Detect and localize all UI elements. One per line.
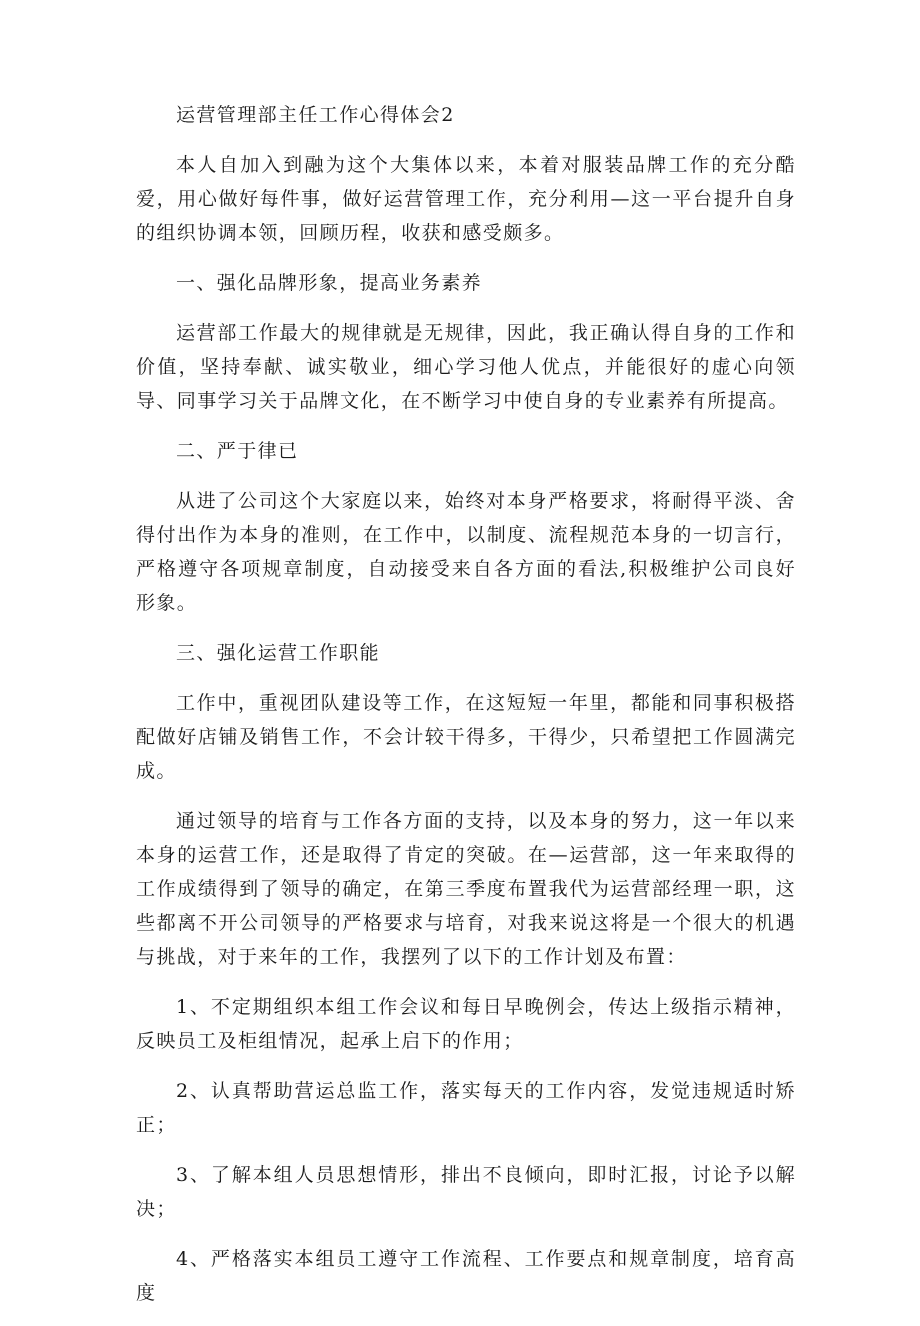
document-title: 运营管理部主任工作心得体会2 (176, 104, 455, 126)
section-heading: 二、严于律已 (176, 440, 299, 462)
paragraph: 本人自加入到融为这个大集体以来，本着对服装品牌工作的充分酷爱，用心做好每件事，做好运营管理工作，充分利用—这一平台提升自身的组织协调本领，回顾历程，收获和感受颇多。 (136, 154, 796, 244)
paragraph: 通过领导的培育与工作各方面的支持，以及本身的努力，这一年以来本身的运营工作，还是取得了肯定的突破。在—运营部，这一年来取得的工作成绩得到了领导的确定，在第三季度布置我代为运营部经理一职，这些都离不开公司领导的严格要求与培育，对我来说这将是一个很大的机遇与挑战，对于来年的工作，我摆列了以下的工作计划及布置： (136, 810, 796, 968)
list-item: 3、了解本组人员思想情形，排出不良倾向，即时汇报，讨论予以解决； (136, 1164, 796, 1220)
list-item: 4、严格落实本组员工遵守工作流程、工作要点和规章制度，培育高度 (136, 1248, 796, 1304)
paragraph: 从进了公司这个大家庭以来，始终对本身严格要求，将耐得平淡、舍得付出作为本身的准则，在工作中，以制度、流程规范本身的一切言行，严格遵守各项规章制度，自动接受来自各方面的看法,积极维护公司良好形象。 (136, 490, 796, 614)
section-heading: 三、强化运营工作职能 (176, 642, 381, 664)
list-item: 1、不定期组织本组工作会议和每日早晚例会，传达上级指示精神，反映员工及柜组情况，起承上启下的作用； (136, 996, 796, 1052)
list-item: 2、认真帮助营运总监工作，落实每天的工作内容，发觉违规适时矫正； (136, 1080, 796, 1136)
document-body (136, 98, 796, 1326)
section-heading: 一、强化品牌形象，提高业务素养 (176, 272, 483, 294)
paragraph: 工作中，重视团队建设等工作，在这短短一年里，都能和同事积极搭配做好店铺及销售工作，不会计较干得多，干得少，只希望把工作圆满完成。 (136, 692, 796, 782)
paragraph: 运营部工作最大的规律就是无规律，因此，我正确认得自身的工作和价值，坚持奉献、诚实敬业，细心学习他人优点，并能很好的虚心向领导、同事学习关于品牌文化，在不断学习中使自身的专业素养有所提高。 (136, 322, 796, 412)
